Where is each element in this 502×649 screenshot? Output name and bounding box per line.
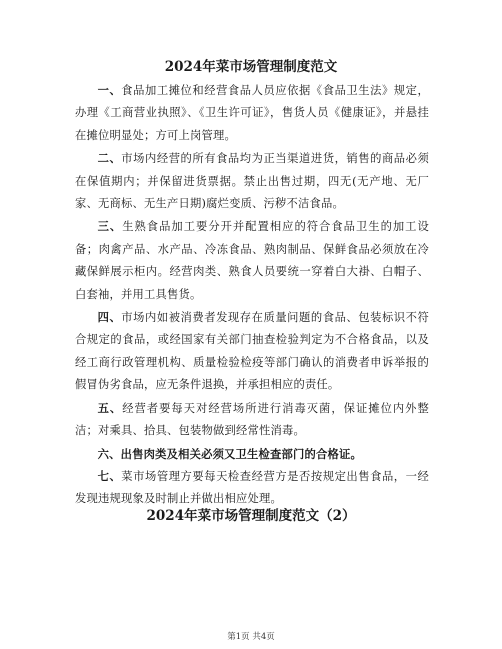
paragraph-3-text: 生熟食品加工要分开并配置相应的符合食品卫生的加工设备；肉禽产品、水产品、冷冻食品、熟肉制品、保鲜食品必须放在冷藏保鲜展示柜内。经营肉类、熟食人员要统一穿着白大褂、白帽子、白套袖，并用工具售货。 <box>75 220 429 301</box>
paragraph-2-text: 市场内经营的所有食品均为正当渠道进货，销售的商品必须在保值期内；并保留进货票据。禁止出售过期，四无(无产地、无厂家、无商标、无生产日期)腐烂变质、污秽不洁食品。 <box>75 152 430 211</box>
paragraph-3-number: 三、 <box>97 219 123 234</box>
paragraph-5 <box>75 397 429 443</box>
paragraph-1-text: 食品加工摊位和经营食品人员应依据《食品卫生法》规定，办理《工商营业执照》、《卫生许可证》，售货人员《健康证》，并悬挂在摊位明显处；方可上岗管理。 <box>75 84 430 142</box>
paragraph-5-number: 五、 <box>97 400 123 415</box>
paragraph-6-number: 六、出售肉类及相关必须又卫生检查部门的合格证。 <box>97 446 363 461</box>
paragraph-1-number: 一、 <box>97 83 122 97</box>
page-footer: 第1页 共4页 <box>227 632 275 642</box>
paragraph-4-text: 市场内如被消费者发现存在质量问题的食品、包装标识不符合规定的食品，或经国家有关部门抽查检验判定为不合格食品，以及经工商行政管理机构、质量检验检疫等部门确认的消费者申诉举报的假冒伪劣食品，应无条件退换，并承担相应的责任。 <box>75 311 430 392</box>
paragraph-3 <box>75 215 429 306</box>
paragraph-4 <box>75 306 429 397</box>
paragraph-7-text: 菜市场管理方要每天检查经营方是否按规定出售食品，一经发现违规现象及时制止并做出相应处理。 <box>75 469 430 506</box>
paragraph-6 <box>75 443 429 465</box>
paragraph-1 <box>75 79 429 147</box>
paragraph-2-number: 二、 <box>97 151 122 166</box>
paragraph-7 <box>75 465 429 511</box>
paragraph-5-text: 经营者要每天对经营场所进行消毒灭菌，保证摊位内外整洁；对乘具、拾具、包装物做到经常性消毒。 <box>75 401 429 438</box>
paragraph-2 <box>75 147 429 215</box>
paragraph-4-number: 四、 <box>97 310 122 325</box>
document-title: 2024年菜市场管理制度范文 <box>164 59 338 75</box>
next-section-title: 2024年菜市场管理制度范文（2） <box>146 508 356 524</box>
document-body <box>75 79 429 511</box>
paragraph-7-number: 七、 <box>97 468 122 483</box>
